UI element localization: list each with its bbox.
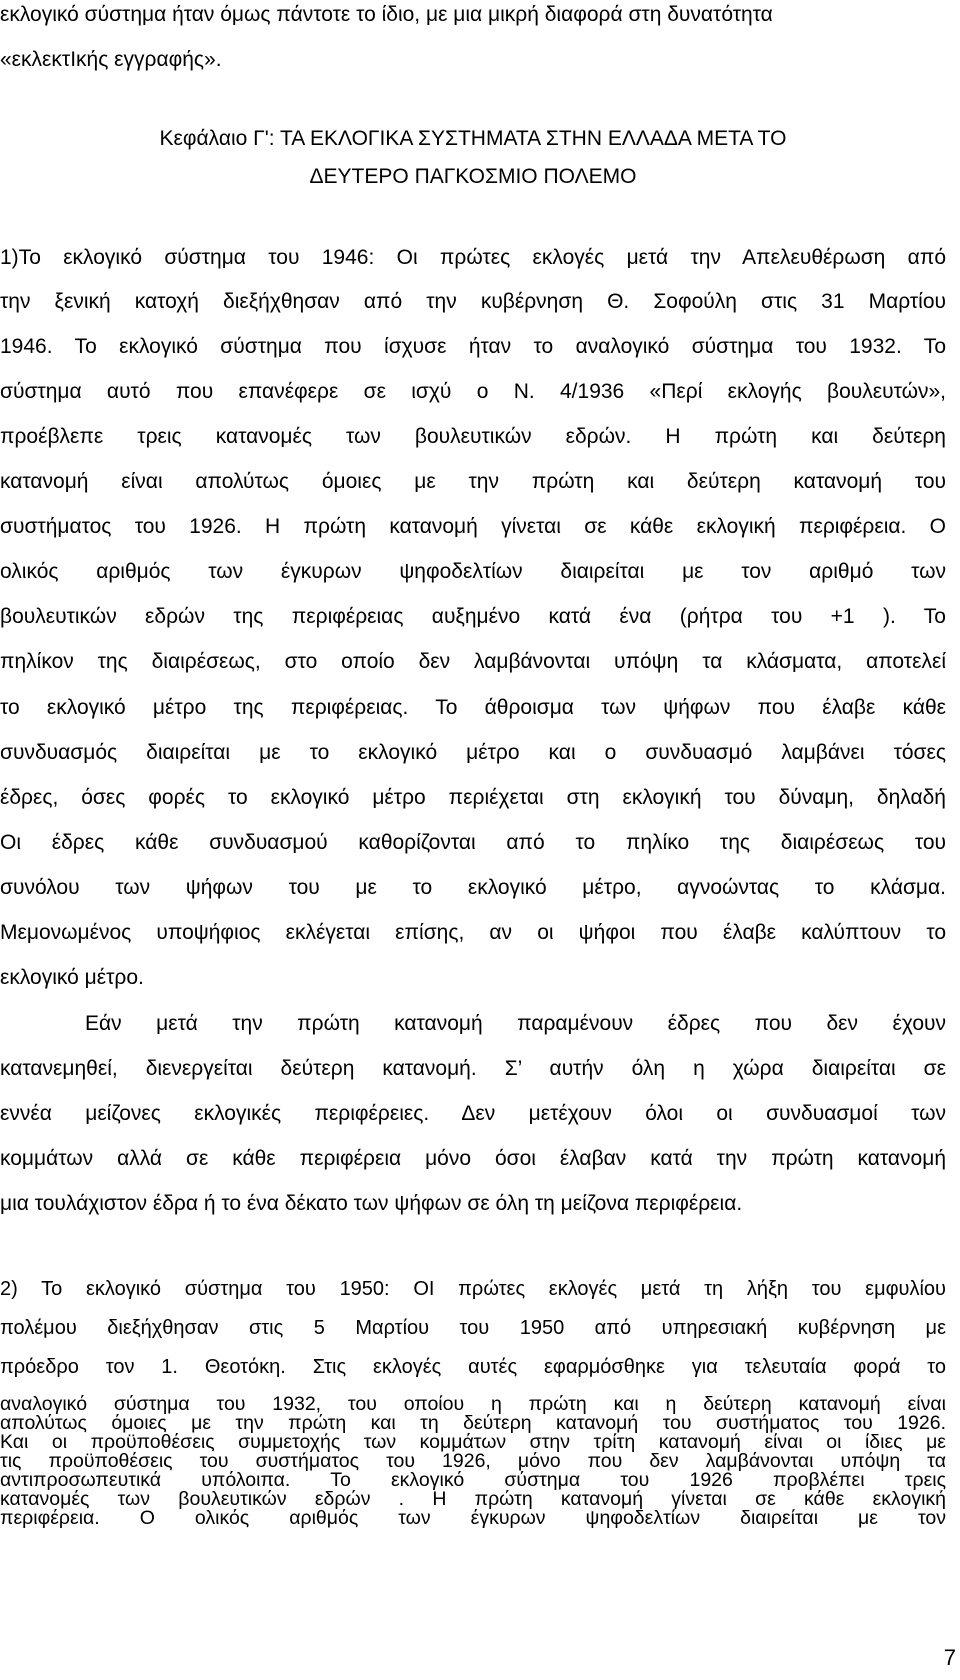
text-line: κατανομές των βουλευτικών εδρών . Η πρώτη κατανομή γίνεται σε κάθε εκλογική — [0, 1488, 946, 1510]
text-line: αναλογικό σύστημα του 1932, του οποίου η πρώτη και η δεύτερη κατανομή είναι — [0, 1393, 946, 1415]
chapter-heading: ΔΕΥΤΕΡΟ ΠΑΓΚΟΣΜΙΟ ΠΟΛΕΜΟ — [309, 165, 637, 188]
chapter-heading: Κεφάλαιο Γ': ΤΑ ΕΚΛΟΓΙΚΑ ΣΥΣΤΗΜΑΤΑ ΣΤΗΝ ΕΛΛΑΔΑ ΜΕΤΑ ΤΟ — [159, 127, 787, 150]
text-line: κομμάτων αλλά σε κάθε περιφέρεια μόνο όσοι έλαβαν κατά την πρώτη κατανομή — [0, 1147, 946, 1170]
text-line: Μεμονωμένος υποψήφιος εκλέγεται επίσης, αν οι ψήφοι που έλαβε καλύπτουν το — [0, 921, 946, 944]
text-line: συστήματος του 1926. Η πρώτη κατανομή γίνεται σε κάθε εκλογική περιφέρεια. Ο — [0, 515, 946, 538]
text-line: περιφέρεια. Ο ολικός αριθμός των έγκυρων ψηφοδελτίων διαιρείται με τον — [0, 1507, 946, 1529]
text-line: βουλευτικών εδρών της περιφέρειας αυξημένο κατά ένα (ρήτρα του +1 ). Το — [0, 605, 946, 628]
text-line: συνδυασμός διαιρείται με το εκλογικό μέτρο και ο συνδυασμό λαμβάνει τόσες — [0, 741, 946, 764]
text-line: «εκλεκτΙκής εγγραφής». — [0, 48, 222, 71]
text-line: Εάν μετά την πρώτη κατανομή παραμένουν έδρες που δεν έχουν — [85, 1012, 946, 1035]
text-line: πολέμου διεξήχθησαν στις 5 Μαρτίου του 1950 από υπηρεσιακή κυβέρνηση με — [0, 1317, 946, 1339]
text-line: 1)Το εκλογικό σύστημα του 1946: Οι πρώτες εκλογές μετά την Απελευθέρωση από — [0, 246, 946, 269]
text-line: κατανεμηθεί, διενεργείται δεύτερη κατανομή. Σ’ αυτήν όλη η χώρα διαιρείται σε — [0, 1057, 946, 1080]
text-line: συνόλου των ψήφων του με το εκλογικό μέτρο, αγνοώντας το κλάσμα. — [0, 876, 946, 899]
page-number: 7 — [943, 1645, 956, 1670]
text-line: μια τουλάχιστον έδρα ή το ένα δέκατο των ψήφων σε όλη τη μείζονα περιφέρεια. — [0, 1192, 743, 1215]
text-line: κατανομή είναι απολύτως όμοιες με την πρώτη και δεύτερη κατανομή του — [0, 470, 946, 493]
text-line: τις προϋποθέσεις του συστήματος του 1926, μόνο που δεν λαμβάνονται υπόψη τα — [0, 1450, 946, 1472]
text-line: 2) Το εκλογικό σύστημα του 1950: ΟΙ πρώτες εκλογές μετά τη λήξη του εμφυλίου — [0, 1278, 946, 1300]
text-line: πρόεδρο τον 1. Θεοτόκη. Στις εκλογές αυτές εφαρμόσθηκε για τελευταία φορά το — [0, 1356, 946, 1378]
text-line: αντιπροσωπευτικά υπόλοιπα. Το εκλογικό σύστημα του 1926 προβλέπει τρεις — [0, 1469, 946, 1491]
text-line: το εκλογικό μέτρο της περιφέρειας. Το άθροισμα των ψήφων που έλαβε κάθε — [0, 696, 946, 719]
text-line: ολικός αριθμός των έγκυρων ψηφοδελτίων διαιρείται με τον αριθμό των — [0, 560, 946, 583]
text-line: Οι έδρες κάθε συνδυασμού καθορίζονται από το πηλίκο της διαιρέσεως του — [0, 831, 946, 854]
text-line: Και οι προϋποθέσεις συμμετοχής των κομμάτων στην τρίτη κατανομή είναι οι ίδιες με — [0, 1431, 946, 1453]
text-line: εκλογικό σύστημα ήταν όμως πάντοτε το ίδιο, με μια μικρή διαφορά στη δυνατότητα — [0, 3, 773, 26]
text-line: απολύτως όμοιες με την πρώτη και τη δεύτερη κατανομή του συστήματος του 1926. — [0, 1412, 946, 1434]
text-line: προέβλεπε τρεις κατανομές των βουλευτικών εδρών. Η πρώτη και δεύτερη — [0, 425, 946, 448]
text-line: έδρες, όσες φορές το εκλογικό μέτρο περιέχεται στη εκλογική του δύναμη, δηλαδή — [0, 786, 946, 809]
text-line: εκλογικό μέτρο. — [0, 966, 144, 989]
text-line: πηλίκον της διαιρέσεως, στο οποίο δεν λαμβάνονται υπόψη τα κλάσματα, αποτελεί — [0, 650, 946, 673]
text-line: 1946. Το εκλογικό σύστημα που ίσχυσε ήταν το αναλογικό σύστημα του 1932. Το — [0, 335, 946, 358]
text-line: σύστημα αυτό που επανέφερε σε ισχύ ο Ν. 4/1936 «Περί εκλογής βουλευτών», — [0, 380, 946, 403]
text-line: την ξενική κατοχή διεξήχθησαν από την κυβέρνηση Θ. Σοφούλη στις 31 Μαρτίου — [0, 290, 946, 313]
text-line: εννέα μείζονες εκλογικές περιφέρειες. Δεν μετέχουν όλοι οι συνδυασμοί των — [0, 1102, 946, 1125]
